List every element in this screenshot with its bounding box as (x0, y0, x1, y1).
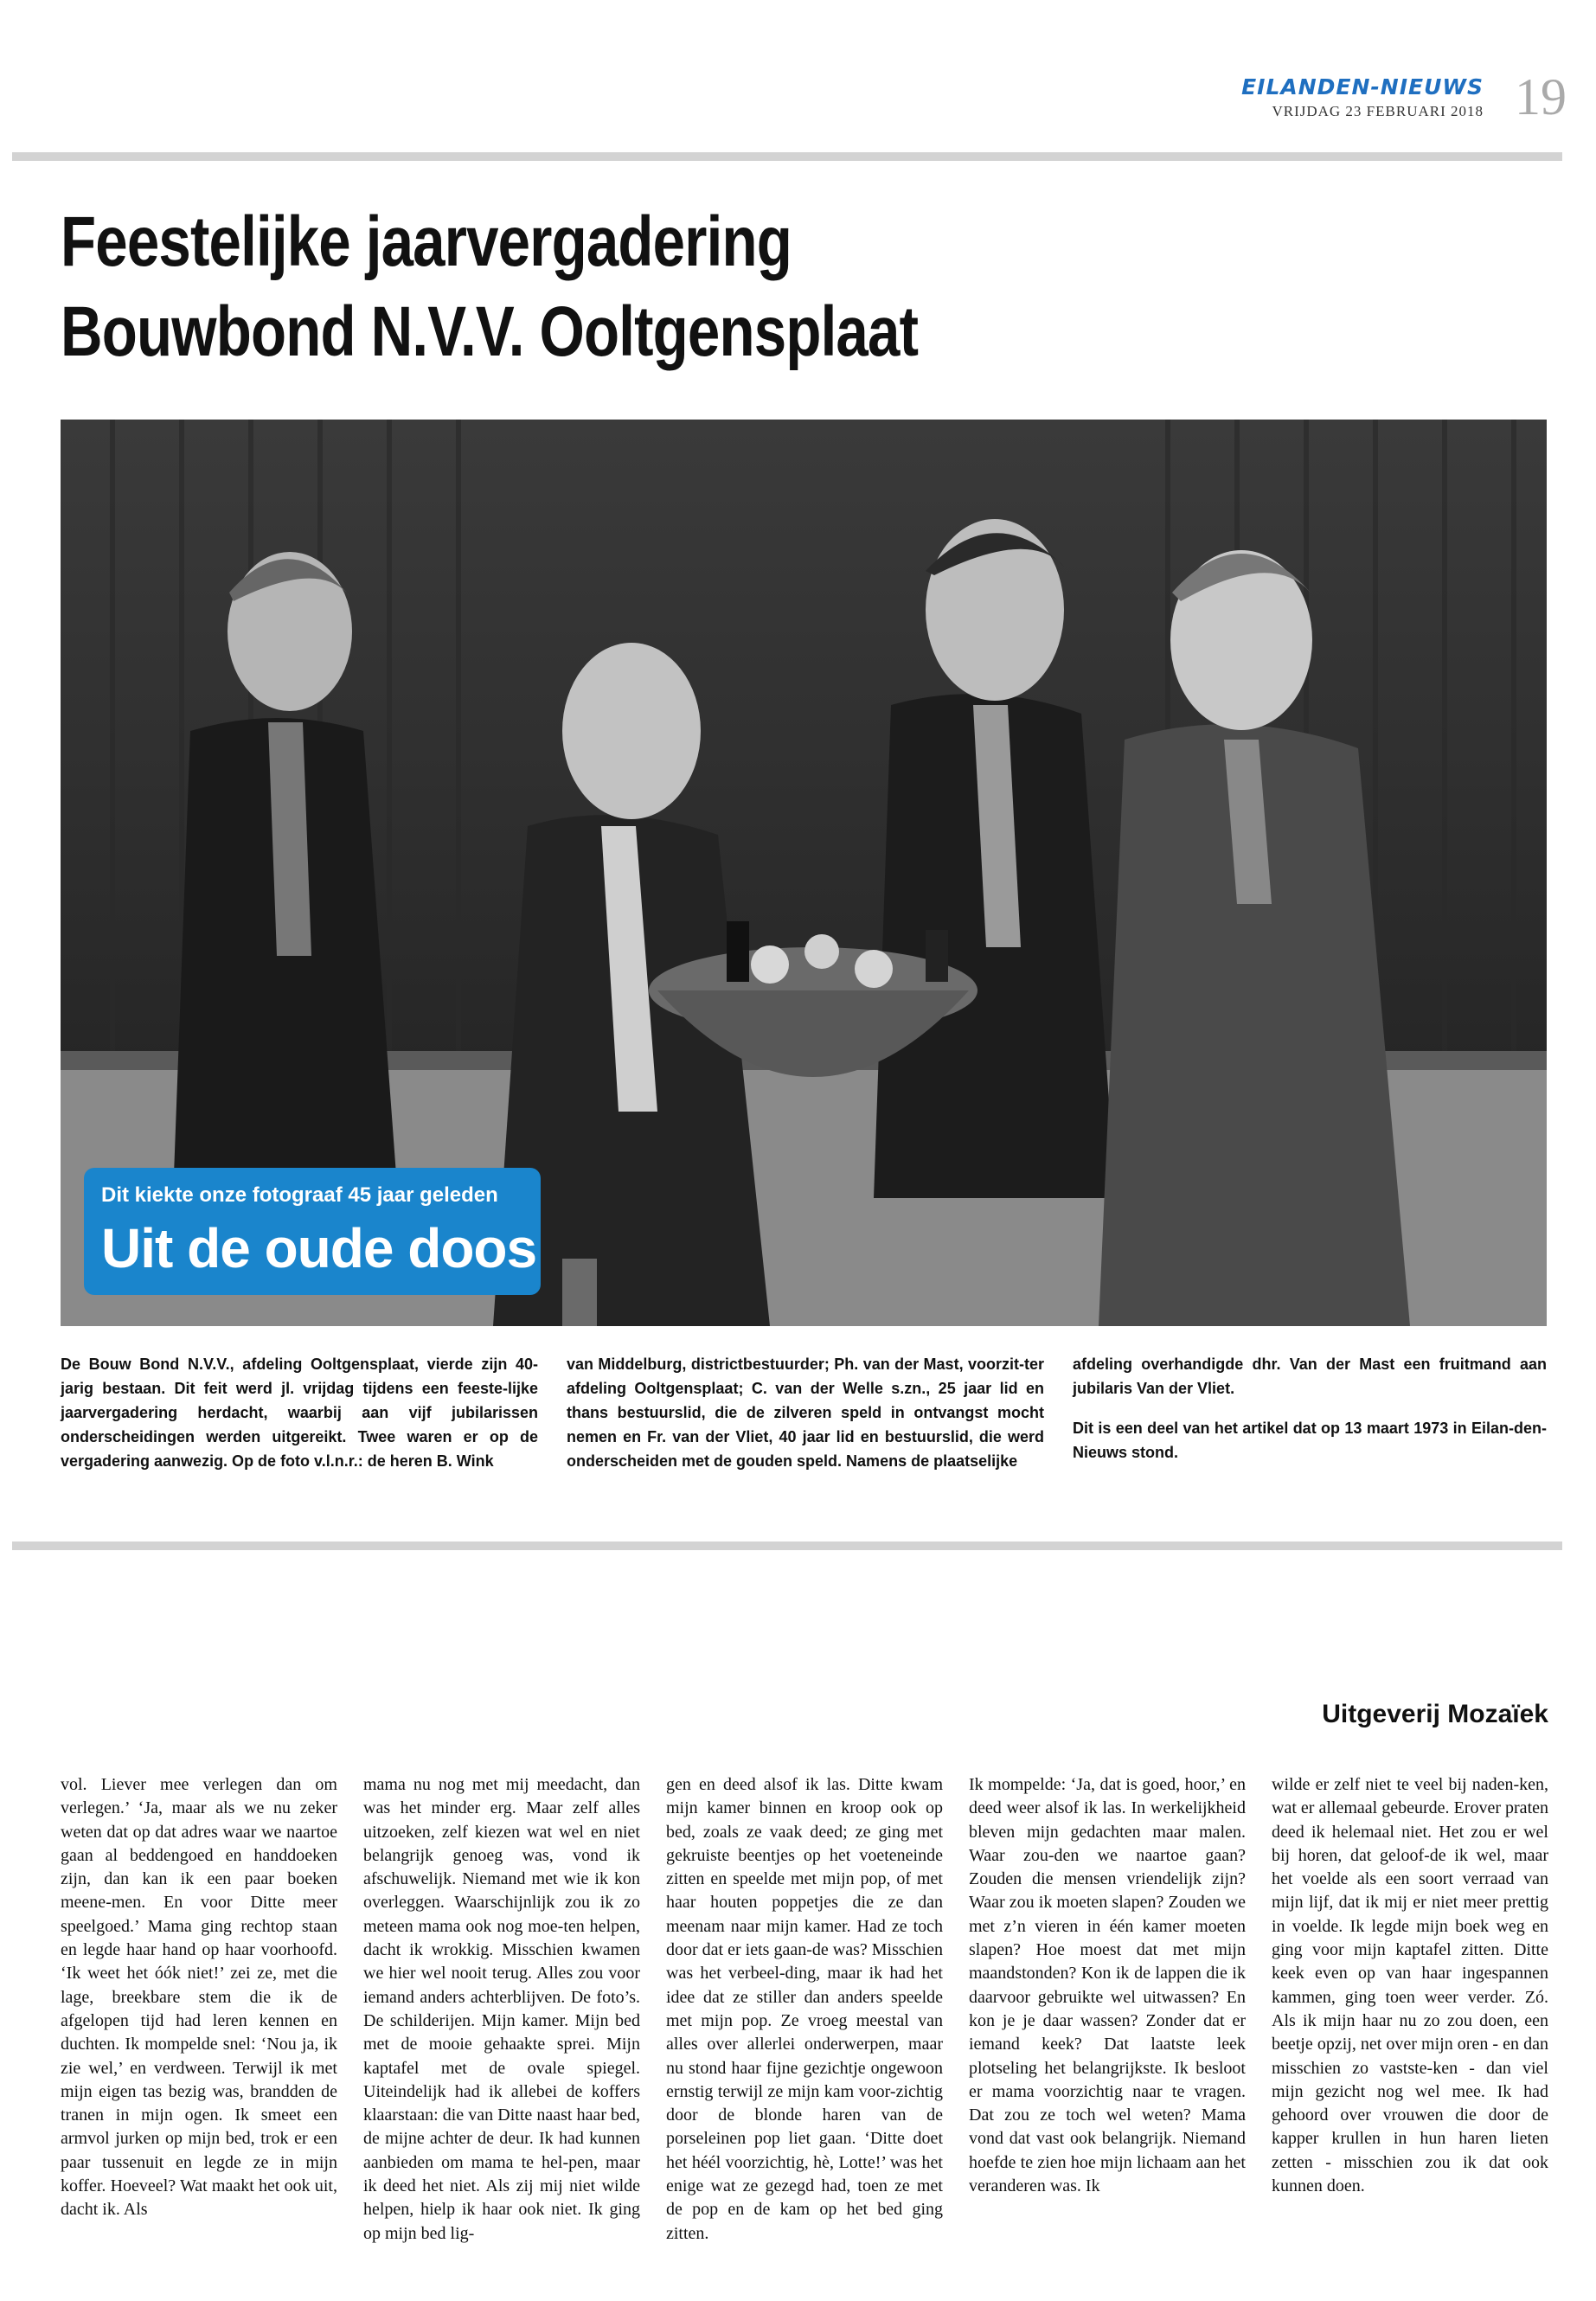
article-headline (61, 197, 1125, 377)
story-column-5 (1272, 1773, 1548, 2198)
badge-subtitle: Dit kiekte onze fotograaf 45 jaar geleden (101, 1183, 498, 1207)
story-text: vol. Liever mee verlegen dan om verlegen.’ ‘Ja, maar als we nu zeker weten dat op dat adres waar we naartoe gaan al beddengoed en handdoeken zijn, dan kan ik een paar boeken meene-men. En voor Ditte meer speelgoed.’ Mama ging rechtop staan en legde haar hand op haar voorhoofd. ‘Ik weet het óók niet!’ zei ze, met die lage, breekbare stem die ik de afgelopen tijd had leren kennen en duchten. Ik mompelde snel: ‘Nou ja, ik zie wel,’ en verdween. Terwijl ik met mijn eigen tas bezig was, brandden de tranen in mijn ogen. Ik smeet een armvol jurken op mijn bed, trok er een paar tussenuit en legde ze in mijn koffer. Hoeveel? Wat maakt het ook uit, dacht ik. Als (61, 1775, 337, 2220)
publisher-credit: Uitgeverij Mozaïek (1322, 1700, 1548, 1728)
headline-line-2: Bouwbond N.V.V. Ooltgensplaat (61, 292, 919, 371)
newspaper-logo: EILANDEN-NIEUWS (1241, 74, 1484, 99)
photo-caption-col-1: De Bouw Bond N.V.V., afdeling Ooltgensplaat, vierde zijn 40-jarig bestaan. Dit feit werd jl. vrijdag tijdens een feeste-lijke jaarvergadering herdacht, waarbij aan vijf jubilarissen onderscheidingen werden uitgereikt. Twee waren er op de vergadering aanwezig. Op de foto v.l.n.r.: de heren B. Wink (61, 1356, 538, 1470)
caption-paragraph: Dit is een deel van het artikel dat op 13 maart 1973 in Eilan-den-Nieuws stond. (1073, 1420, 1547, 1461)
caption-paragraph: afdeling overhandigde dhr. Van der Mast een fruitmand aan jubilaris Van der Vliet. (1073, 1356, 1547, 1397)
badge-title: Uit de oude doos (101, 1217, 537, 1279)
masthead (1241, 74, 1484, 120)
story-text: wilde er zelf niet te veel bij naden-ken, wat er allemaal gebeurde. Erover praten deed ik helemaal niet. Het zou er wel bij horen, dat geloof-de ik wel, maar het voelde als een soort verraad van mijn lijf, dat ik mij er niet meer prettig in voelde. Ik legde mijn boek weg en ging voor mijn kaptafel zitten. Ditte keek even op van haar ingespannen kammen, ging toen weer verder. Zó. Als ik mijn haar nu zo zou doen, een beetje opzij, net over mijn oren - en dan misschien zo vastste-ken - dan viel mijn gezicht nog wel mee. Ik had gehoord over vrouwen die door de kapper krullen in hun haren lieten zetten - misschien zou ik dat ook kunnen doen. (1272, 1775, 1548, 2196)
headline-line-1: Feestelijke jaarvergadering (61, 202, 792, 281)
photo-caption-col-2: van Middelburg, districtbestuurder; Ph. van der Mast, voorzit-ter afdeling Ooltgensplaat; C. van der Welle s.zn., 25 jaar lid en thans bestuurslid, die de zilveren speld in ontvangst mocht nemen en Fr. van der Vliet, 40 jaar lid en bestuurslid, die werd onderscheiden met de gouden speld. Namens de plaatselijke (567, 1356, 1044, 1470)
top-divider (12, 152, 1562, 161)
story-column-3 (666, 1773, 943, 2246)
photo-caption-col-3 (1073, 1352, 1547, 1465)
story-text: Ik mompelde: ‘Ja, dat is goed, hoor,’ en deed weer alsof ik las. In werkelijkheid bleven mijn gedachten maar malen. Waar zou-den we naartoe gaan? Zouden die mensen vriendelijk zijn? Waar zou ik moeten slapen? Zouden we met z’n vieren in één kamer moeten slapen? Hoe moest dat met mijn maandstonden? Kon ik de lappen die ik daarvoor gebruikte wel uitwassen? En kon je je daar wassen? Zonder dat er iemand keek? Dat laatste leek plotseling het belangrijkste. Ik besloot er mama voorzichtig naar te vragen. Dat zou ze toch wel weten? Mama vond dat vast ook belangrijk. Niemand hoefde te zien hoe mijn lichaam aan het veranderen was. Ik (969, 1775, 1246, 2196)
issue-date: VRIJDAG 23 FEBRUARI 2018 (1272, 103, 1484, 119)
story-text: gen en deed alsof ik las. Ditte kwam mijn kamer binnen en kroop ook op bed, zoals ze vaak deed; ze ging met gekruiste beentjes op het voeteneinde zitten en speelde met mijn pop, of met haar houten poppetjes die ze dan meenam naar mijn kamer. Had ze toch door dat er iets gaan-de was? Misschien was het verbeel-ding, maar ik had het idee dat ze stiller dan anders speelde met mijn pop. Ze vroeg meestal van alles over allerlei onderwerpen, maar nu stond haar fijne gezichtje ongewoon ernstig terwijl ze mijn kam voor-zichtig door de blonde haren van de porseleinen pop liet gaan. ‘Ditte doet het héél voorzichtig, hè, Lotte!’ was het enige wat ze gezegd had, toen ze met de pop en de kam op het bed ging zitten. (666, 1775, 943, 2243)
story-column-2 (363, 1773, 640, 2246)
page-number: 19 (1515, 68, 1567, 125)
story-column-4 (969, 1773, 1246, 2198)
story-column-1 (61, 1773, 337, 2222)
story-text: mama nu nog met mij meedacht, dan was het minder erg. Maar zelf alles uitzoeken, zelf kiezen wat wel en niet belangrijk genoeg was, vond ik afschuwelijk. Niemand met wie ik kon overleggen. Waarschijnlijk zou ik zo meteen mama ook nog moe-ten helpen, dacht ik wrokkig. Misschien kwamen we hier wel nooit terug. Alles zou voor iemand anders achterblijven. De foto’s. De schilderijen. Mijn kamer. Mijn bed met de mooie gehaakte sprei. Mijn kaptafel met de ovale spiegel. Uiteindelijk had ik allebei de koffers klaarstaan: die van Ditte naast haar bed, de mijne achter de deur. Ik had kunnen aanbieden om mama te hel-pen, maar ik deed het niet. Als zij mij niet wilde helpen, hielp ik haar ook niet. Ik ging op mijn bed lig- (363, 1775, 640, 2243)
section-divider (12, 1541, 1562, 1550)
feature-badge (84, 1168, 541, 1295)
